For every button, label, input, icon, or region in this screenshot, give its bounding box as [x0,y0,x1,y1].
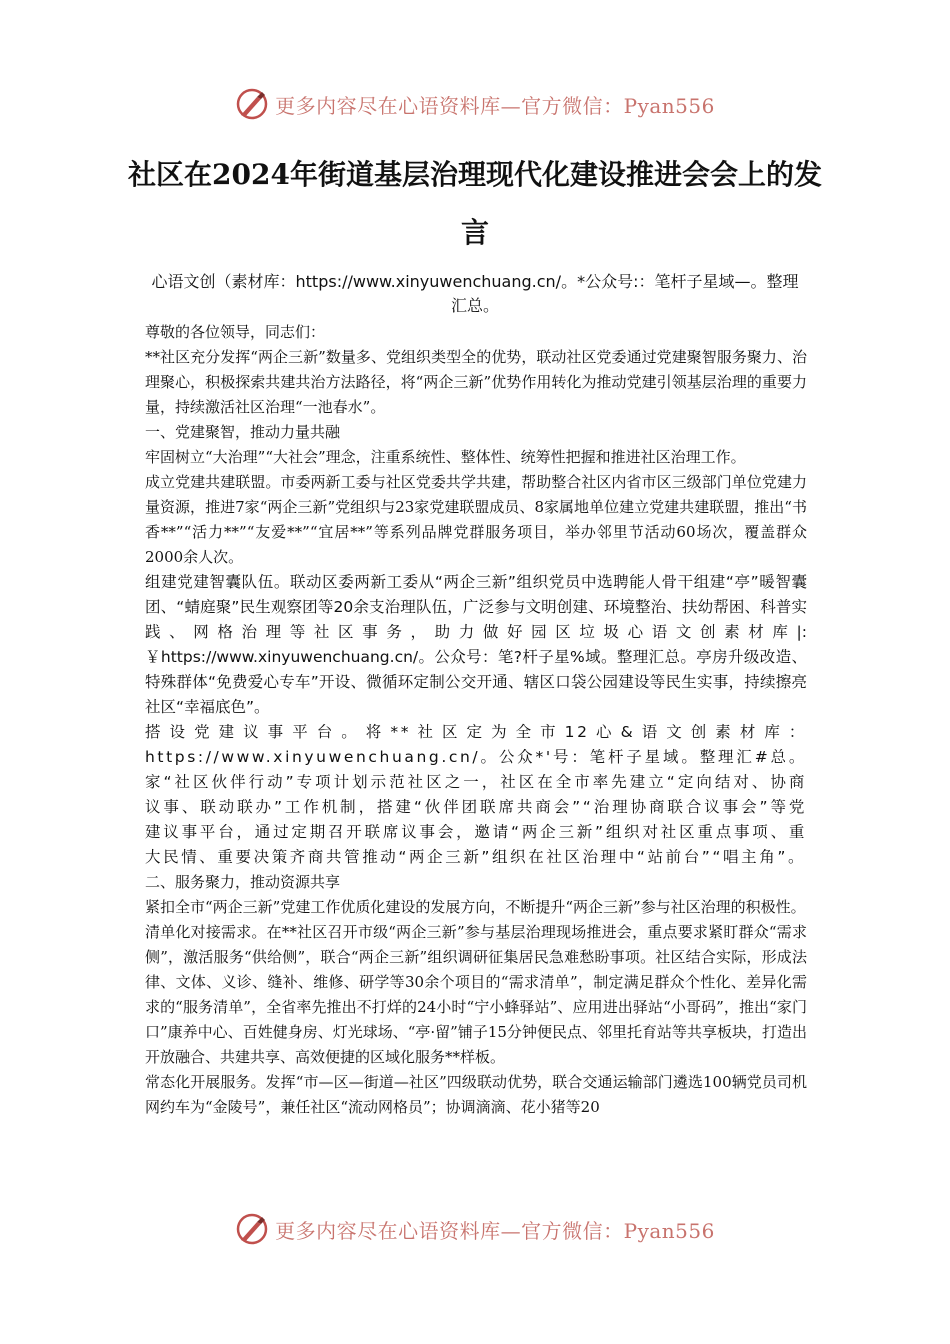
document-title: 社区在2024年街道基层治理现代化建设推进会会上的发言 [128,158,822,249]
paragraph: 搭设党建议事平台。将**社区定为全市12心&语文创素材库：https://www.xinyuwenchuang.cn/。公众*'号：笔杆子星域。整理汇#总。家“社区伙伴行动”专项计划示范社区之一，社区在全市率先建立“定向结对、协商议事、联动联办”工作机制，搭建“伙伴团联席共商会”“治理协商联合议事会”等党建议事平台，通过定期召开联席议事会，邀请“两企三新”组织对社区重点事项、重大民情、重要决策齐商共管推动“两企三新”组织在社区治理中“站前台”“唱主角”。 [145,723,807,866]
paragraph: 清单化对接需求。在**社区召开市级“两企三新”参与基层治理现场推进会，重点要求紧盯群众“需求侧”，激活服务“供给侧”，联合“两企三新”组织调研征集居民急难愁盼事项。社区结合实际，形成法律、文体、义诊、缝补、维修、研学等30余个项目的“需求清单”，制定满足群众个性化、差异化需求的“服务清单”，全省率先推出不打烊的24小时“宁小蜂驿站”、应用进出驿站“小哥码”，推出“家门口”康养中心、百姓健身房、灯光球场、“亭·留”铺子15分钟便民点、邻里托育站等共享板块，打造出开放融合、共建共享、高效便捷的区域化服务**样板。 [145,923,807,1066]
document-subtitle: 心语文创（素材库：https://www.xinyuwenchuang.cn/。*公众号:：笔杆子星域—。整理汇总。 [151,272,799,315]
paragraph: 组建党建智囊队伍。联动区委两新工委从“两企三新”组织党员中选聘能人骨干组建“亭”暖智囊团、“蜻庭聚”民生观察团等20余支治理队伍，广泛参与文明创建、环境整治、扶幼帮困、科普实践、网格治理等社区事务，助力做好园区垃圾心语文创素材库|:￥https://www.xinyuwenchuang.cn/。公众号：笔?杆子星%域。整理汇总。亭房升级改造、特殊群体“免费爱心专车”开设、微循环定制公交开通、辖区口袋公园建设等民生实事，持续擦亮社区“幸福底色”。 [145,573,807,716]
section-heading: 二、服务聚力，推动资源共享 [145,873,341,891]
brush-logo-icon [235,1212,269,1246]
brush-logo-icon [235,87,269,121]
paragraph: **社区充分发挥“两企三新”数量多、党组织类型全的优势，联动社区党委通过党建聚智服务聚力、治理聚心，积极探索共建共治方法路径，将“两企三新”优势作用转化为推动党建引领基层治理的重要力量，持续激活社区治理“一池春水”。 [145,348,807,416]
footer-banner-text: 更多内容尽在心语资料库—官方微信：Pyan556 [275,1218,715,1243]
footer-watermark-banner [0,1209,950,1249]
greeting: 尊敬的各位领导，同志们： [145,323,326,341]
header-banner-text: 更多内容尽在心语资料库—官方微信：Pyan556 [275,93,715,118]
section-heading: 一、党建聚智，推动力量共融 [145,423,341,441]
header-watermark-banner [0,84,950,124]
paragraph: 紧扣全市“两企三新”党建工作优质化建设的发展方向，不断提升“两企三新”参与社区治理的积极性。 [145,898,806,916]
paragraph: 成立党建共建联盟。市委两新工委与社区党委共学共建，帮助整合社区内省市区三级部门单位党建力量资源，推进7家“两企三新”党组织与23家党建联盟成员、8家属地单位建立党建共建联盟，推出“书香**”“活力**”“友爱**”“宜居**”等系列品牌党群服务项目，举办邻里节活动60场次，覆盖群众2000余人次。 [145,473,807,566]
document-body [145,320,807,1120]
paragraph: 牢固树立“大治理”“大社会”理念，注重系统性、整体性、统筹性把握和推进社区治理工作。 [145,448,746,466]
paragraph: 常态化开展服务。发挥“市—区—街道—社区”四级联动优势，联合交通运输部门遴选100辆党员司机网约车为“金陵号”，兼任社区“流动网格员”；协调滴滴、花小猪等20 [145,1073,807,1116]
